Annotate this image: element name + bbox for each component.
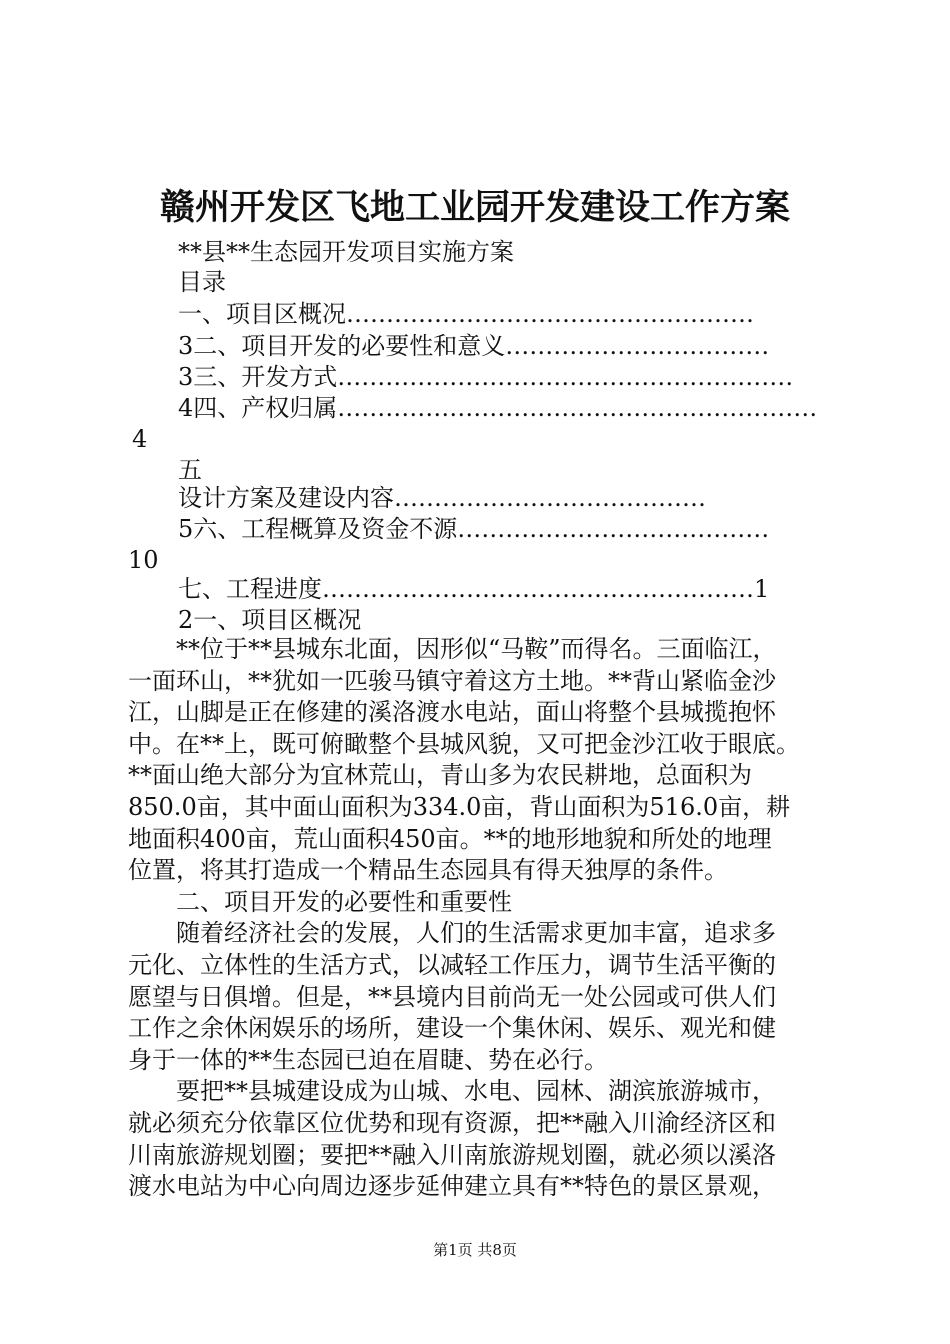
text-line: 身于一体的**生态园已迫在眉睫、势在必行。: [128, 1045, 608, 1074]
text-line: 元化、立体性的生活方式，以减轻工作压力，调节生活平衡的: [128, 950, 776, 979]
text-line: 渡水电站为中心向周边逐步延伸建立具有**特色的景区景观，: [128, 1172, 776, 1201]
toc-heading: 目录: [178, 268, 226, 296]
subtitle: **县**生态园开发项目实施方案: [178, 238, 514, 266]
text-line: **位于**县城东北面，因形似“马鞍”而得名。三面临江，: [128, 635, 777, 663]
toc-line: 4四、产权归属……………………………………………………: [178, 394, 818, 422]
toc-line: 3二、项目开发的必要性和意义……………………………: [178, 332, 770, 360]
text-line: 一面环山，**犹如一匹骏马镇守着这方土地。**背山紧临金沙: [128, 666, 776, 695]
text-line: 中。在**上，既可俯瞰整个县城风貌，又可把金沙江收于眼底。: [128, 729, 800, 758]
document-title: 赣州开发区飞地工业园开发建设工作方案: [159, 188, 790, 228]
page-footer: 第1页 共8页: [433, 1241, 517, 1259]
toc-line: 七、工程进度………………………………………………1: [178, 575, 770, 603]
text-line: 就必须充分依靠区位优势和现有资源，把**融入川渝经济区和: [128, 1108, 776, 1137]
toc-line: 3三、开发方式…………………………………………………: [178, 363, 794, 391]
text-line: 要把**县城建设成为山城、水电、园林、湖滨旅游城市，: [128, 1077, 776, 1106]
toc-line: 5六、工程概算及资金不源…………………………………: [178, 515, 770, 543]
text-line: 随着经济社会的发展，人们的生活需求更加丰富，追求多: [128, 919, 776, 948]
text-line: **面山绝大部分为宜林荒山，青山多为农民耕地，总面积为: [128, 761, 752, 790]
text-line: 位置，将其打造成一个精品生态园具有得天独厚的条件。: [128, 856, 728, 885]
toc-line: 10: [128, 546, 159, 574]
text-line: 850.0亩，其中面山面积为334.0亩，背山面积为516.0亩，耕: [128, 792, 791, 821]
toc-line: 2一、项目区概况: [178, 606, 362, 634]
text-line: 地面积400亩，荒山面积450亩。**的地形地貌和所处的地理: [128, 824, 772, 853]
toc-line: 五: [178, 456, 202, 484]
text-line: 江，山脚是正在修建的溪洛渡水电站，面山将整个县城揽抱怀: [128, 698, 776, 727]
text-line: 川南旅游规划圈；要把**融入川南旅游规划圈，就必须以溪洛: [128, 1140, 776, 1169]
text-line: 愿望与日俱增。但是，**县境内目前尚无一处公园或可供人们: [128, 982, 776, 1011]
toc-line: 4: [132, 425, 148, 453]
toc-line: 设计方案及建设内容…………………………………: [178, 484, 706, 512]
section-heading: 二、项目开发的必要性和重要性: [128, 887, 512, 916]
paragraph: [128, 634, 828, 1203]
toc-line: 一、项目区概况……………………………………………: [178, 300, 754, 328]
text-line: 工作之余休闲娱乐的场所，建设一个集休闲、娱乐、观光和健: [128, 1014, 776, 1043]
